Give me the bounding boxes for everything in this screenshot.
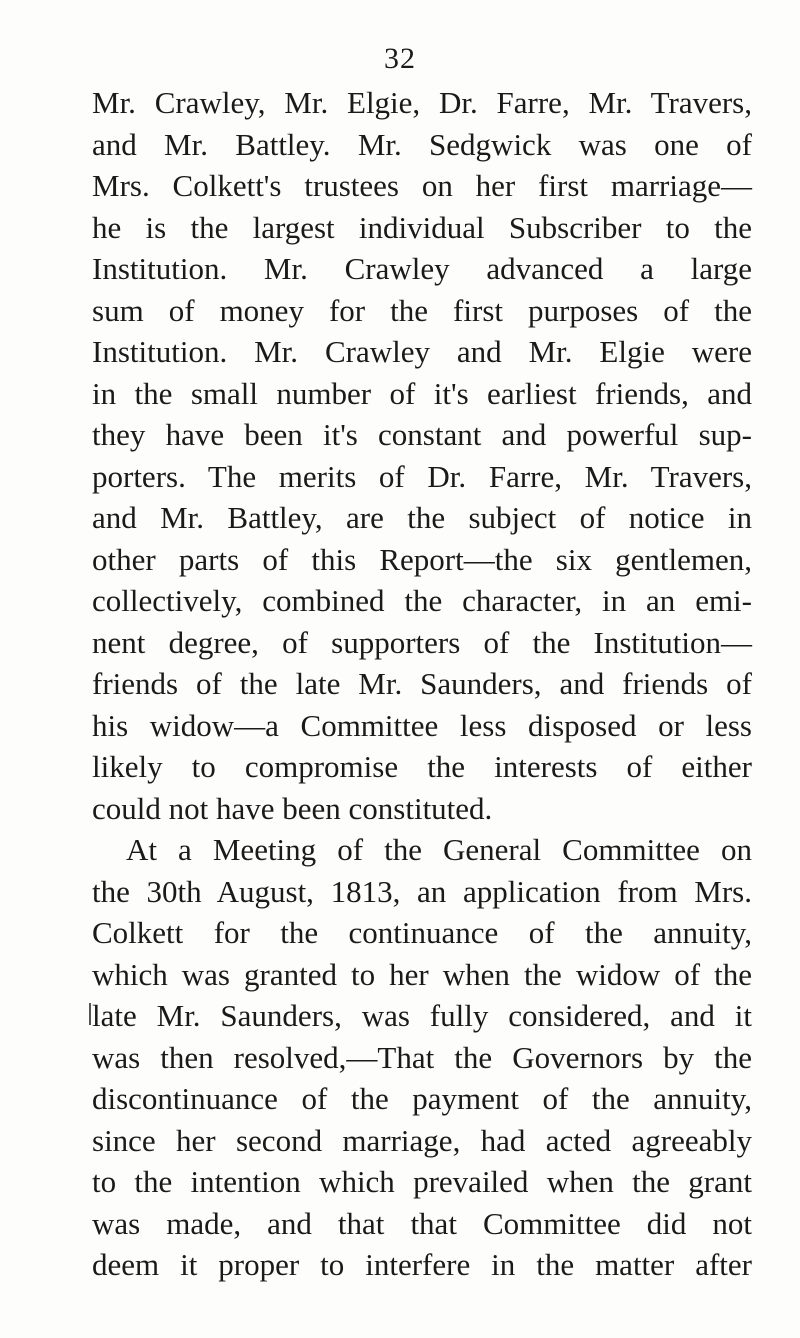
text-line: in the small number of it's earliest friends, and: [92, 375, 752, 411]
text-line: Mrs. Colkett's trustees on her first marriage—: [92, 168, 752, 203]
text-line: his widow—a Committee less disposed or less: [92, 707, 752, 743]
text-line: Institution. Mr. Crawley and Mr. Elgie were: [92, 334, 752, 369]
paragraph-end-line: could not have been constituted.: [92, 790, 493, 826]
page-number: 32: [384, 42, 416, 75]
text-line: which was granted to her when the widow of the: [92, 956, 752, 992]
margin-mark: [89, 1003, 91, 1025]
text-line: Colkett for the continuance of the annuity,: [92, 915, 752, 950]
text-line: porters. The merits of Dr. Farre, Mr. Travers,: [92, 458, 752, 494]
text-line: and Mr. Battley. Mr. Sedgwick was one of: [92, 126, 752, 162]
text-line: and Mr. Battley, are the subject of notice in: [92, 500, 752, 535]
text-line: was then resolved,—That the Governors by the: [92, 1039, 752, 1075]
text-line: Institution. Mr. Crawley advanced a large: [92, 251, 752, 286]
text-line: since her second marriage, had acted agreeably: [92, 1122, 752, 1158]
text-line: to the intention which prevailed when the grant: [92, 1164, 752, 1199]
text-line: deem it proper to interfere in the matter after: [92, 1247, 752, 1282]
text-line: discontinuance of the payment of the annuity,: [92, 1081, 752, 1116]
text-line: they have been it's constant and powerful sup-: [92, 417, 752, 452]
text-line: he is the largest individual Subscriber to the: [92, 209, 752, 245]
text-line: Mr. Crawley, Mr. Elgie, Dr. Farre, Mr. Travers,: [92, 85, 752, 120]
text-line: late Mr. Saunders, was fully considered, and it: [92, 998, 752, 1033]
body-text: [92, 82, 752, 1286]
text-line: the 30th August, 1813, an application from Mrs.: [92, 873, 752, 909]
text-line: collectively, combined the character, in an emi-: [92, 583, 752, 618]
text-line: friends of the late Mr. Saunders, and friends of: [92, 666, 752, 701]
text-line: other parts of this Report—the six gentlemen,: [92, 541, 752, 577]
text-line: likely to compromise the interests of either: [92, 749, 752, 784]
text-line: sum of money for the first purposes of the: [92, 292, 752, 328]
paragraph-start-line: At a Meeting of the General Committee on: [126, 832, 752, 867]
text-line: nent degree, of supporters of the Institution—: [92, 624, 752, 660]
text-line: was made, and that that Committee did not: [92, 1205, 752, 1241]
